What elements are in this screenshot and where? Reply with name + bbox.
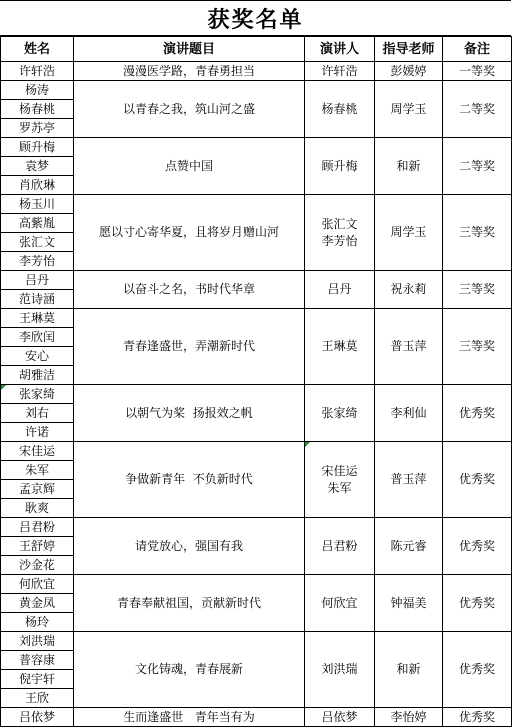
table-row [1,62,512,81]
participant-name: 王欣 [24,691,49,705]
speaker-cell [305,442,375,518]
speaker-name: 许轩浩 [321,63,358,78]
header-name: 姓名 [1,37,74,62]
speaker-cell [305,385,375,442]
header-note: 备注 [443,37,512,62]
topic-cell: 点赞中国 [74,138,305,195]
topic-cell: 文化铸魂，青春展新 [74,632,305,708]
speaker-cell [305,518,375,575]
names-cell [1,309,74,385]
names-cell [1,62,74,81]
header-speaker: 演讲人 [305,37,375,62]
participant-name: 杨玉川 [1,195,73,214]
topic-cell: 愿以寸心寄华夏，且将岁月赠山河 [74,195,305,271]
note-cell: 优秀奖 [443,575,512,632]
names-cell [1,442,74,518]
participant-name: 安心 [1,347,73,366]
table-row [1,138,512,195]
participant-name: 何欣宜 [1,575,73,594]
participant-name: 杨涛 [1,81,73,100]
speaker-name: 刘洪瑞 [321,662,358,676]
teacher-cell: 陈元睿 [375,518,443,575]
participant-name: 宋佳运 [1,442,73,461]
speaker-cell [305,632,375,708]
topic-cell: 以青春之我，筑山河之盛 [74,81,305,138]
teacher-cell: 李利仙 [375,385,443,442]
page-title: 获奖名单 [0,0,511,36]
speaker-name: 李芳怡 [321,233,358,248]
names-cell [1,575,74,632]
participant-name: 顾升梅 [1,138,73,157]
participant-name: 朱军 [1,461,73,480]
teacher-cell: 周学玉 [375,195,443,271]
table-header-row [1,37,512,62]
note-cell: 三等奖 [443,271,512,309]
table-row [1,309,512,385]
participant-name: 李芳怡 [18,254,55,268]
table-row [1,632,512,708]
topic-cell: 漫漫医学路，青春勇担当 [74,62,305,81]
table-row [1,195,512,271]
participant-name: 孟京辉 [1,480,73,499]
participant-name: 胡雅洁 [18,368,55,382]
participant-name: 倪宇轩 [1,670,73,689]
topic-cell: 请党放心，强国有我 [74,518,305,575]
teacher-cell: 普玉萍 [375,442,443,518]
participant-name: 袁梦 [1,157,73,176]
speaker-name: 何欣宜 [321,595,358,610]
teacher-cell: 周学玉 [375,81,443,138]
table-row [1,708,512,727]
header-teacher: 指导老师 [375,37,443,62]
names-cell [1,81,74,138]
speaker-name: 杨春桃 [321,101,358,116]
names-cell [1,632,74,708]
participant-name: 王舒婷 [1,537,73,556]
participant-name: 高紫胤 [1,214,73,233]
participant-name: 黄金凤 [1,594,73,613]
teacher-cell: 普玉萍 [375,309,443,385]
participant-name: 张家绮 [1,385,73,404]
teacher-cell: 彭媛婷 [375,62,443,81]
speaker-cell [305,575,375,632]
participant-name: 刘右 [1,404,73,423]
topic-cell: 生而逢盛世 青年当有为 [74,708,305,727]
note-cell: 一等奖 [443,62,512,81]
speaker-name: 吕依梦 [321,709,358,724]
note-cell: 优秀奖 [443,632,512,708]
speaker-name: 张汇文 [321,216,358,231]
participant-name: 刘洪瑞 [1,632,73,651]
participant-name: 王琳莫 [1,309,73,328]
table-row [1,442,512,518]
note-cell: 优秀奖 [443,708,512,727]
speaker-cell [305,138,375,195]
names-cell [1,518,74,575]
speaker-cell [305,81,375,138]
speaker-cell [305,195,375,271]
teacher-cell: 祝永莉 [375,271,443,309]
participant-name: 范诗涵 [18,292,55,306]
note-cell: 优秀奖 [443,385,512,442]
teacher-cell: 和新 [375,632,443,708]
topic-cell: 以奋斗之名，书时代华章 [74,271,305,309]
speaker-name: 王琳莫 [321,339,358,353]
participant-name: 肖欣琳 [18,178,55,192]
teacher-cell: 李怡婷 [375,708,443,727]
names-cell [1,195,74,271]
topic-cell: 争做新青年 不负新时代 [74,442,305,518]
table-row [1,518,512,575]
participant-name: 普容康 [1,651,73,670]
note-cell: 三等奖 [443,309,512,385]
speaker-name: 宋佳运 [321,463,358,478]
participant-name: 杨春桃 [1,100,73,119]
participant-name: 李欣闰 [1,328,73,347]
table-row [1,81,512,138]
note-cell: 三等奖 [443,195,512,271]
award-table [0,36,512,727]
table-row [1,271,512,309]
table-body [1,62,512,727]
note-cell: 优秀奖 [443,442,512,518]
speaker-cell [305,309,375,385]
speaker-cell [305,62,375,81]
speaker-name: 吕君粉 [321,538,358,553]
participant-name: 吕丹 [1,271,73,290]
participant-name: 杨玲 [24,615,49,629]
topic-cell: 青春奉献祖国，贡献新时代 [74,575,305,632]
teacher-cell: 和新 [375,138,443,195]
header-topic: 演讲题目 [74,37,305,62]
note-cell: 二等奖 [443,138,512,195]
note-cell: 二等奖 [443,81,512,138]
topic-cell: 青春逢盛世，弄潮新时代 [74,309,305,385]
speaker-name: 朱军 [327,480,352,495]
participant-name: 沙金花 [18,558,55,572]
table-row [1,575,512,632]
names-cell [1,138,74,195]
participant-name: 吕君粉 [1,518,73,537]
speaker-name: 吕丹 [327,282,352,296]
participant-name: 耿爽 [24,501,49,515]
names-cell [1,385,74,442]
participant-name: 许轩浩 [18,64,55,78]
speaker-name: 张家绮 [321,405,358,420]
table-row [1,385,512,442]
teacher-cell: 钟福美 [375,575,443,632]
names-cell [1,271,74,309]
participant-name: 罗苏亭 [18,121,55,135]
participant-name: 张汇文 [1,233,73,252]
speaker-cell [305,271,375,309]
note-cell: 优秀奖 [443,518,512,575]
speaker-name: 顾升梅 [321,158,358,173]
names-cell [1,708,74,727]
speaker-cell [305,708,375,727]
participant-name: 许诺 [24,425,49,439]
participant-name: 吕依梦 [18,710,55,724]
topic-cell: 以朝气为桨 扬报效之帆 [74,385,305,442]
